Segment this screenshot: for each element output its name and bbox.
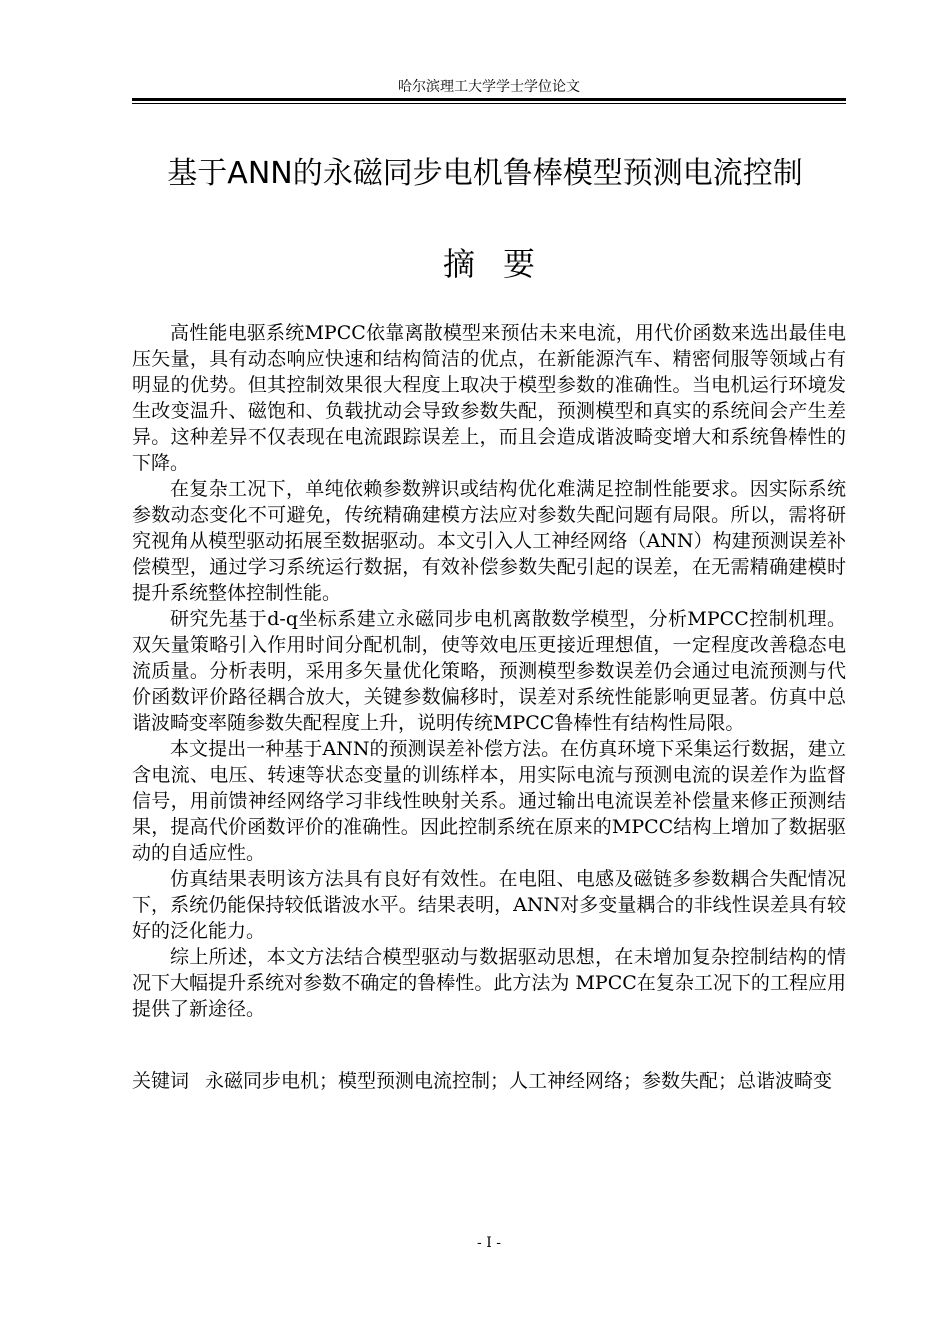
abstract-heading: 摘要 xyxy=(442,245,563,283)
running-header: 哈尔滨理工大学学士学位论文 xyxy=(398,79,580,95)
abstract-paragraph-4: 本文提出一种基于ANN的预测误差补偿方法。在仿真环境下采集运行数据，建立含电流、电压、转速等状态变量的训练样本，用实际电流与预测电流的误差作为监督信号，用前馈神经网络学习非线性映射关系。通过输出电流误差补偿量来修正预测结果，提高代价函数评价的准确性。因此控制系统在原来的MPCC结构上增加了数据驱动的自适应性。 xyxy=(132,738,846,864)
abstract-body xyxy=(132,320,846,1022)
abstract-paragraph-3: 研究先基于d-q坐标系建立永磁同步电机离散数学模型，分析MPCC控制机理。双矢量策略引入作用时间分配机制，使等效电压更接近理想值，一定程度改善稳态电流质量。分析表明，采用多矢量优化策略，预测模型参数误差仍会通过电流预测与代价函数评价路径耦合放大，关键参数偏移时，误差对系统性能影响更显著。仿真中总谐波畸变率随参数失配程度上升，说明传统MPCC鲁棒性有结构性局限。 xyxy=(132,608,846,734)
header-rule-thick xyxy=(132,98,846,101)
abstract-paragraph-6: 综上所述，本文方法结合模型驱动与数据驱动思想，在未增加复杂控制结构的情况下大幅提升系统对参数不确定的鲁棒性。此方法为 MPCC在复杂工况下的工程应用提供了新途径。 xyxy=(132,946,846,1020)
keywords-text: 永磁同步电机；模型预测电流控制；人工神经网络；参数失配；总谐波畸变 xyxy=(205,1070,833,1092)
page-number: - I - xyxy=(477,1235,501,1251)
abstract-paragraph-5: 仿真结果表明该方法具有良好有效性。在电阻、电感及磁链多参数耦合失配情况下，系统仍能保持较低谐波水平。结果表明，ANN对多变量耦合的非线性误差具有较好的泛化能力。 xyxy=(132,868,846,942)
keywords-block xyxy=(132,1068,846,1094)
keywords-label: 关键词 xyxy=(132,1070,190,1092)
header-rule-thin xyxy=(132,103,846,104)
abstract-paragraph-1: 高性能电驱系统MPCC依靠离散模型来预估未来电流，用代价函数来选出最佳电压矢量，具有动态响应快速和结构简洁的优点，在新能源汽车、精密伺服等领域占有明显的优势。但其控制效果很大程度上取决于模型参数的准确性。当电机运行环境发生改变温升、磁饱和、负载扰动会导致参数失配，预测模型和真实的系统间会产生差异。这种差异不仅表现在电流跟踪误差上，而且会造成谐波畸变增大和系统鲁棒性的下降。 xyxy=(132,322,846,474)
abstract-paragraph-2: 在复杂工况下，单纯依赖参数辨识或结构优化难满足控制性能要求。因实际系统参数动态变化不可避免，传统精确建模方法应对参数失配问题有局限。所以，需将研究视角从模型驱动拓展至数据驱动。本文引入人工神经网络（ANN）构建预测误差补偿模型，通过学习系统运行数据，有效补偿参数失配引起的误差，在无需精确建模时提升系统整体控制性能。 xyxy=(132,478,846,604)
thesis-title: 基于ANN的永磁同步电机鲁棒模型预测电流控制 xyxy=(167,156,803,191)
